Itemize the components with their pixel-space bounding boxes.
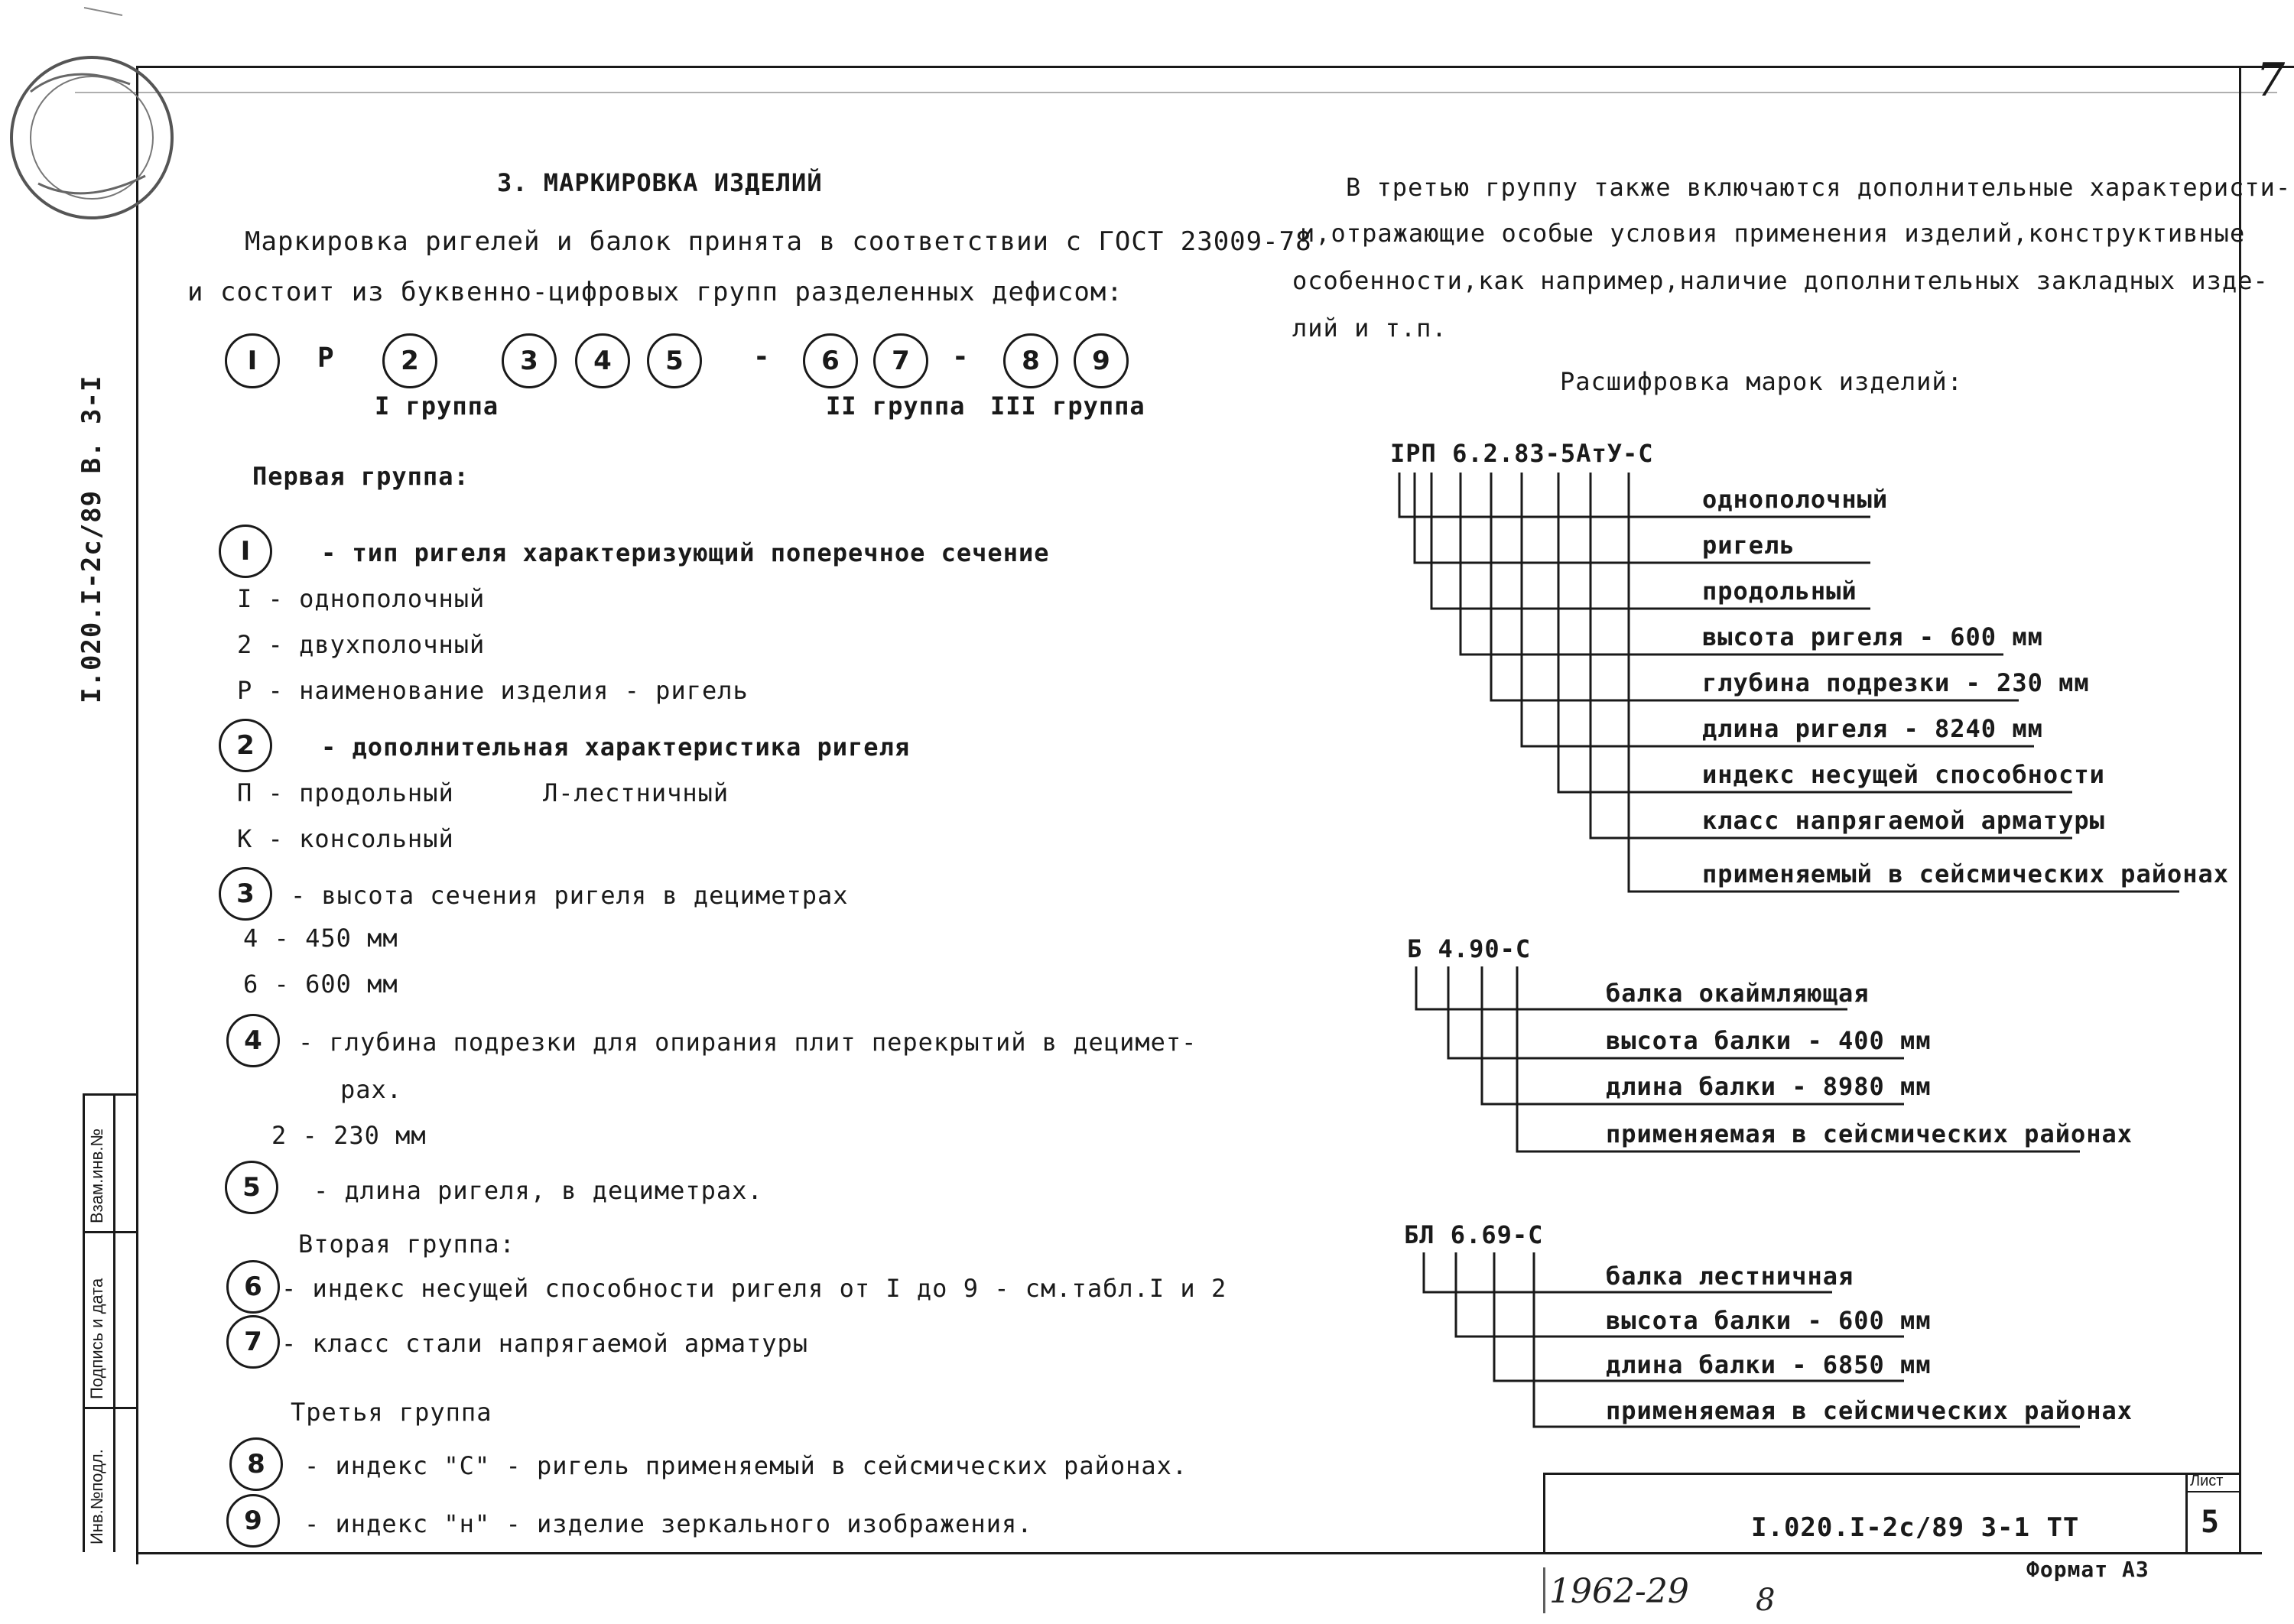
third-group-title: Третья группа — [291, 1398, 492, 1427]
item-1-line-2: 2 - двухполочный — [237, 630, 486, 659]
item-4-continuation: рах. — [340, 1075, 403, 1104]
right-para-line-2: и,отражающие особые условия применения изделий,конструктивные — [1300, 219, 2246, 248]
group-3-label: III группа — [990, 391, 1145, 421]
decode-title: Расшифровка марок изделий: — [1560, 367, 1963, 396]
scheme-circle-7: 7 — [873, 333, 928, 388]
intro-line-2: и состоит из буквенно-цифровых групп разделенных дефисом: — [187, 277, 1123, 307]
scheme-circle-6: 6 — [803, 333, 858, 388]
item-3-line-2: 6 - 600 мм — [243, 970, 398, 999]
item-9-circle: 9 — [226, 1494, 280, 1548]
title-block-doc-code: I.020.I-2с/89 3-1 ТТ — [1751, 1512, 2080, 1543]
mark-1-label-5: глубина подрезки - 230 мм — [1702, 668, 2090, 697]
intro-line-1: Маркировка ригелей и балок принята в соответствии с ГОСТ 23009-78 — [245, 226, 1312, 257]
item-5-circle: 5 — [225, 1161, 278, 1214]
mark-2-label-4: применяемая в сейсмических районах — [1606, 1119, 2133, 1148]
item-5-text: - длина ригеля, в дециметрах. — [314, 1176, 763, 1205]
right-para-line-3: особенности,как например,наличие дополнительных закладных изде- — [1292, 266, 2269, 295]
side-cell-replace-inv: Взам.инв.№ — [87, 1128, 106, 1223]
handwritten-digit: 8 — [1756, 1583, 1776, 1618]
item-1-line-1: I - однополочный — [237, 584, 486, 613]
page-corner-number: 7 — [2256, 54, 2286, 107]
mark-3-code: БЛ 6.69-С — [1404, 1220, 1544, 1249]
format-label: Формат А3 — [2026, 1557, 2149, 1582]
item-3-text: - высота сечения ригеля в дециметрах — [291, 881, 849, 910]
mark-1-label-7: индекс несущей способности — [1702, 760, 2105, 789]
item-1-text: - тип ригеля характеризующий поперечное сечение — [321, 538, 1050, 567]
right-para-line-4: лий и т.п. — [1292, 313, 1448, 343]
first-group-title: Первая группа: — [252, 462, 470, 491]
mark-3-label-3: длина балки - 6850 мм — [1606, 1350, 1932, 1379]
mark-1-label-4: высота ригеля - 600 мм — [1702, 622, 2043, 651]
vertical-doc-code: I.020.I-2с/89 В. 3-I — [76, 375, 107, 703]
scheme-circle-8: 8 — [1003, 333, 1058, 388]
scheme-circle-2: 2 — [382, 333, 437, 388]
item-2-text: - дополнительная характеристика ригеля — [321, 732, 911, 762]
item-8-circle: 8 — [229, 1437, 283, 1491]
group-2-label: II группа — [826, 391, 966, 421]
mark-3-label-4: применяемая в сейсмических районах — [1606, 1396, 2133, 1425]
mark-1-label-1: однополочный — [1702, 485, 1889, 514]
scheme-dash-1: - — [753, 341, 771, 372]
side-cell-original-inv: Инв.№подл. — [87, 1449, 106, 1544]
mark-2-label-1: балка окаймляющая — [1606, 979, 1870, 1008]
item-2-line-1b: Л-лестничный — [543, 778, 729, 807]
item-7-text: - класс стали напрягаемой арматуры — [281, 1329, 809, 1358]
scheme-circle-3: 3 — [502, 333, 557, 388]
mark-3-label-1: балка лестничная — [1606, 1262, 1854, 1291]
scheme-dash-2: - — [952, 341, 970, 372]
item-7-circle: 7 — [226, 1315, 280, 1369]
mark-2-code: Б 4.90-С — [1407, 934, 1532, 963]
mark-1-label-2: ригель — [1702, 531, 1795, 560]
item-6-text: - индекс несущей способности ригеля от I до 9 - см.табл.I и 2 — [281, 1274, 1227, 1303]
item-3-line-1: 4 - 450 мм — [243, 924, 398, 953]
item-3-circle: 3 — [219, 867, 272, 921]
section-heading: 3. МАРКИРОВКА ИЗДЕЛИЙ — [497, 168, 823, 197]
scheme-letter-p: Р — [317, 343, 335, 374]
mark-1-code: IРП 6.2.83-5АтУ-С — [1390, 439, 1654, 468]
mark-2-label-2: высота балки - 400 мм — [1606, 1026, 1932, 1055]
item-9-text: - индекс "н" - изделие зеркального изображения. — [304, 1509, 1033, 1538]
item-1-circle: I — [219, 525, 272, 578]
right-para-line-1: В третью группу также включаются дополнительные характеристи- — [1346, 173, 2292, 202]
side-cell-signature-date: Подпись и дата — [87, 1278, 106, 1399]
mark-1-label-8: класс напрягаемой арматуры — [1702, 806, 2105, 835]
title-block-sheet-label: Лист — [2190, 1473, 2224, 1489]
item-2-line-2: К - консольный — [237, 824, 454, 853]
scheme-circle-4: 4 — [575, 333, 630, 388]
title-block-sheet-number: 5 — [2201, 1505, 2221, 1540]
mark-1-label-9: применяемый в сейсмических районах — [1702, 859, 2230, 888]
handwritten-number: 1962-29 — [1549, 1572, 1689, 1611]
scheme-circle-1: I — [225, 333, 280, 388]
item-2-circle: 2 — [219, 719, 272, 772]
group-1-label: I группа — [375, 391, 499, 421]
mark-1-label-3: продольный — [1702, 577, 1857, 606]
item-2-line-1a: П - продольный — [237, 778, 454, 807]
second-group-title: Вторая группа: — [298, 1229, 515, 1259]
item-8-text: - индекс "С" - ригель применяемый в сейсмических районах. — [304, 1451, 1188, 1480]
item-6-circle: 6 — [226, 1260, 280, 1314]
item-4-line: 2 - 230 мм — [271, 1121, 427, 1150]
mark-2-label-3: длина балки - 8980 мм — [1606, 1072, 1932, 1101]
item-4-circle: 4 — [226, 1014, 280, 1067]
item-1-line-3: Р - наименование изделия - ригель — [237, 676, 749, 705]
mark-1-label-6: длина ригеля - 8240 мм — [1702, 714, 2043, 743]
approval-stamp-icon — [0, 0, 229, 275]
scheme-circle-5: 5 — [647, 333, 702, 388]
scheme-circle-9: 9 — [1074, 333, 1129, 388]
mark-3-label-2: высота балки - 600 мм — [1606, 1306, 1932, 1335]
item-4-text: - глубина подрезки для опирания плит перекрытий в децимет- — [298, 1028, 1197, 1057]
